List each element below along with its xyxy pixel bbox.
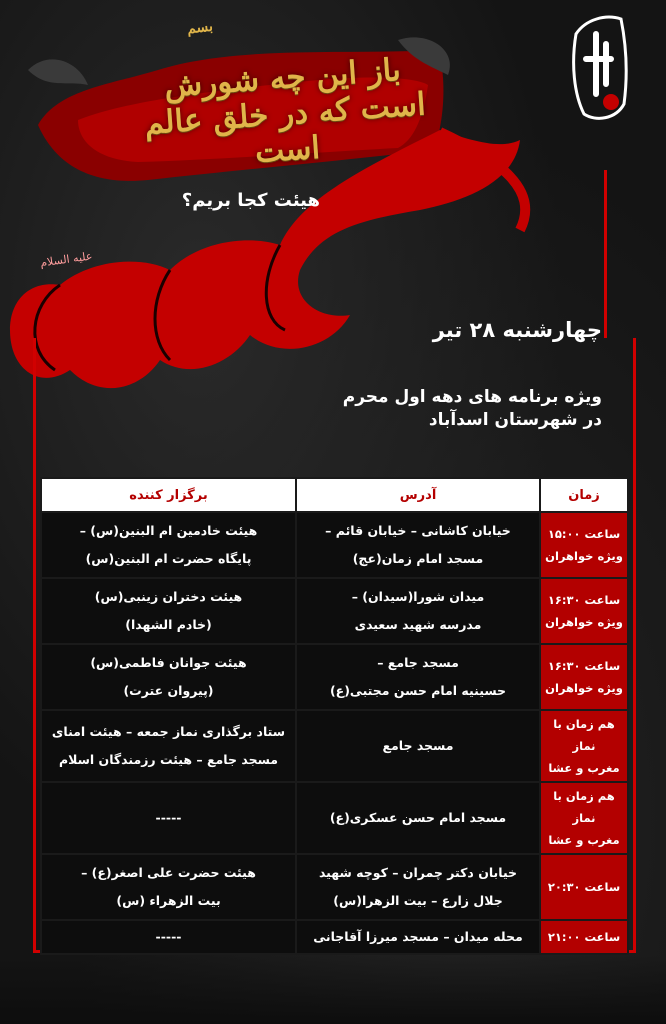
address-text: جلال زارع – بیت الزهرا(س) <box>333 893 503 908</box>
organizer-cell <box>41 854 296 920</box>
organizer-text: ----- <box>155 810 182 825</box>
address-cell <box>296 644 540 710</box>
organizer-text: ----- <box>155 929 182 944</box>
time-cell <box>540 644 628 710</box>
subtitle <box>240 386 602 432</box>
organizer-cell <box>41 710 296 782</box>
address-cell <box>296 710 540 782</box>
address-cell <box>296 854 540 920</box>
table-row <box>41 512 628 578</box>
table-row <box>41 782 628 854</box>
time-cell <box>540 920 628 954</box>
address-text: مسجد جامع – <box>377 655 459 670</box>
time-text: ساعت ۲۰:۳۰ <box>547 880 621 894</box>
organizer-cell <box>41 578 296 644</box>
address-cell <box>296 782 540 854</box>
subtitle-line-1: ویژه برنامه های دهه اول محرم <box>342 387 602 407</box>
time-text: مغرب و عشا <box>548 761 620 775</box>
address-text: مسجد امام زمان(عج) <box>352 551 484 566</box>
table-row <box>41 644 628 710</box>
address-text: حسینیه امام حسن مجتبی(ع) <box>329 683 507 698</box>
address-text: محله میدان – مسجد میرزا آقاجانی <box>313 929 523 944</box>
address-text: مدرسه شهید سعیدی <box>354 617 482 632</box>
table-row <box>41 578 628 644</box>
calligraphy-signature: علیه السلام <box>39 249 94 270</box>
table-row <box>41 854 628 920</box>
time-text: مغرب و عشا <box>548 833 620 847</box>
organizer-cell <box>41 644 296 710</box>
brand-logo-icon <box>566 14 640 124</box>
date-heading: چهارشنبه ۲۸ تیر <box>432 318 602 342</box>
calligraphy-top: بسم <box>186 18 214 38</box>
time-text: ویژه خواهران <box>545 681 623 695</box>
time-cell <box>540 782 628 854</box>
time-cell <box>540 854 628 920</box>
address-text: مسجد امام حسن عسکری(ع) <box>329 810 507 825</box>
table-row <box>41 710 628 782</box>
organizer-text: مسجد جامع – هیئت رزمندگان اسلام <box>58 752 279 767</box>
header-address: آدرس <box>296 478 540 512</box>
address-text: میدان شورا(سیدان) – <box>351 589 485 604</box>
header-time: زمان <box>540 478 628 512</box>
organizer-text: ستاد برگذاری نماز جمعه – هیئت امنای <box>51 724 286 739</box>
bottom-fade <box>0 955 666 1024</box>
page-title: هیئت کجا بریم؟ <box>181 190 320 211</box>
address-cell <box>296 512 540 578</box>
subtitle-line-2: در شهرستان اسدآباد <box>428 410 602 430</box>
schedule-table <box>40 477 629 955</box>
organizer-text: هیئت خادمین ام البنین(س) – <box>79 523 258 538</box>
table-row <box>41 920 628 954</box>
address-cell <box>296 920 540 954</box>
time-text: ویژه خواهران <box>545 615 623 629</box>
time-text: هم زمان با نماز <box>553 717 615 753</box>
table-header-row <box>41 478 628 512</box>
organizer-text: پایگاه حضرت ام البنین(س) <box>85 551 252 566</box>
organizer-text: (پیروان عترت) <box>123 683 214 698</box>
organizer-cell <box>41 920 296 954</box>
address-cell <box>296 578 540 644</box>
address-text: خیابان دکتر چمران – کوچه شهید <box>318 865 518 880</box>
organizer-text: هیئت حضرت علی اصغر(ع) – <box>81 865 256 880</box>
time-text: ویژه خواهران <box>545 549 623 563</box>
time-text: ساعت ۱۶:۳۰ <box>547 593 621 607</box>
organizer-cell <box>41 512 296 578</box>
organizer-text: هیئت جوانان فاطمی(س) <box>90 655 247 670</box>
calligraphy-verse: باز این چه شورش است که در خلق عالم است <box>143 51 427 171</box>
organizer-text: بیت الزهراء (س) <box>116 893 221 908</box>
time-cell <box>540 512 628 578</box>
time-cell <box>540 710 628 782</box>
address-text: مسجد جامع <box>382 738 454 753</box>
frame-line <box>604 170 607 338</box>
time-cell <box>540 578 628 644</box>
organizer-text: هیئت دختران زینبی(س) <box>94 589 243 604</box>
time-text: هم زمان با نماز <box>553 789 615 825</box>
organizer-text: (خادم الشهدا) <box>125 617 212 632</box>
time-text: ساعت ۱۶:۳۰ <box>547 659 621 673</box>
organizer-cell <box>41 782 296 854</box>
address-text: خیابان کاشانی – خیابان قائم – <box>325 523 511 538</box>
time-text: ساعت ۲۱:۰۰ <box>547 930 621 944</box>
time-text: ساعت ۱۵:۰۰ <box>547 527 621 541</box>
header-organizer: برگزار کننده <box>41 478 296 512</box>
